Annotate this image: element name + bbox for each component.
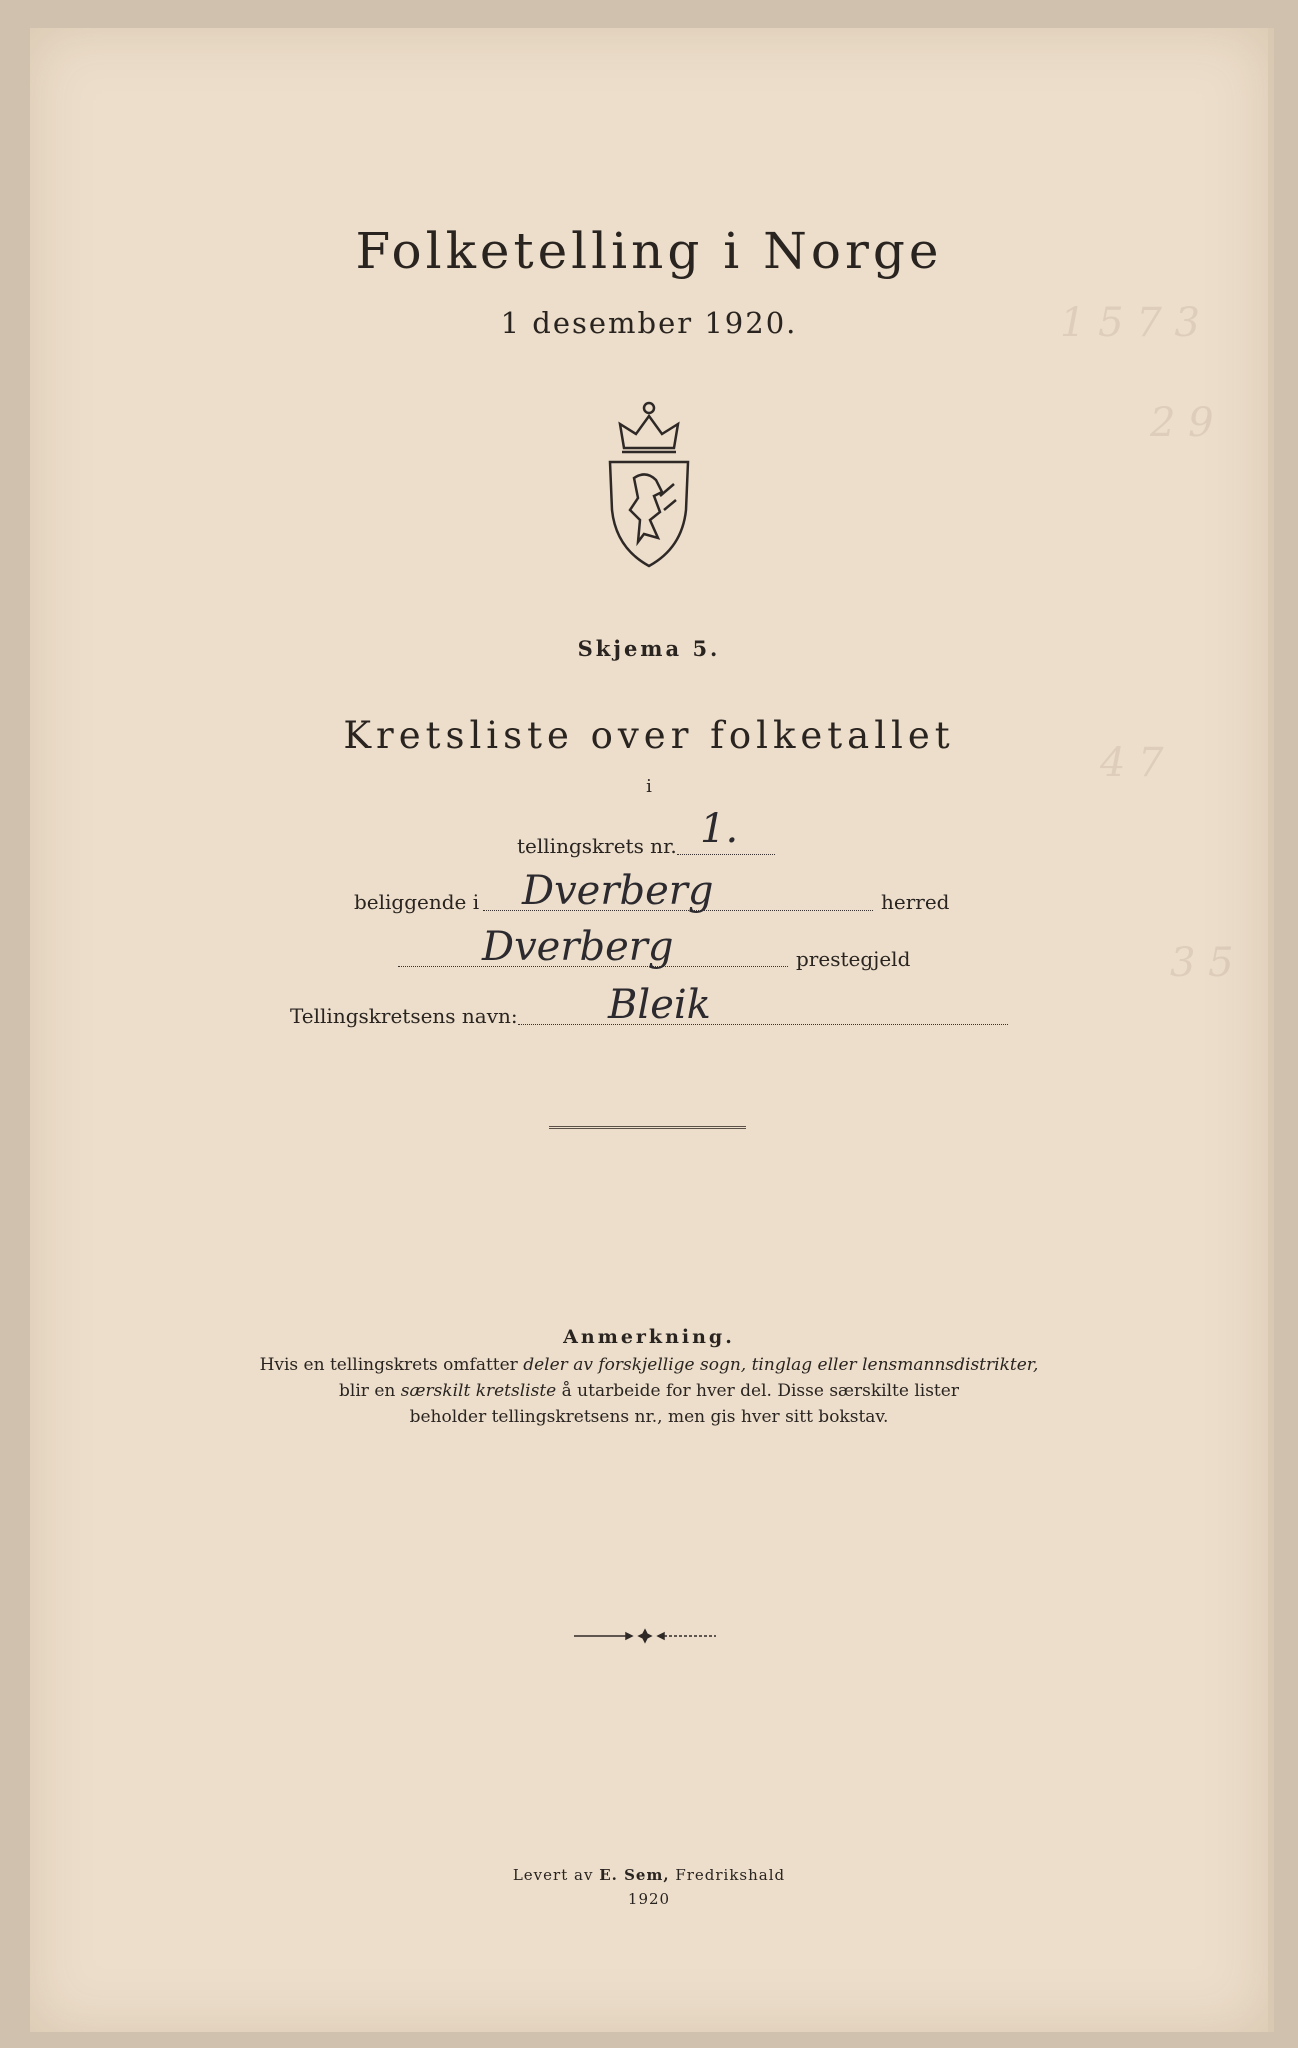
remark-line-2-plain: blir en	[339, 1381, 401, 1401]
tellingskrets-label: tellingskrets nr.	[517, 834, 677, 858]
bleed-through-marks: 2 9	[1150, 400, 1214, 446]
remark-line-1-plain: Hvis en tellingskrets omfatter	[259, 1355, 524, 1375]
kretsnavn-field-line	[518, 1024, 1008, 1025]
document-subtitle: Kretsliste over folketallet	[343, 714, 955, 757]
printer-prefix: Levert av	[512, 1866, 600, 1884]
document-title: Folketelling i Norge	[355, 222, 943, 280]
bleed-through-marks: 3 5	[1170, 940, 1234, 986]
herred-value: Dverberg	[522, 868, 714, 914]
printer-city: Fredrikshald	[669, 1866, 786, 1884]
printer-year: 1920	[627, 1890, 671, 1908]
kretsnavn-value: Bleik	[608, 982, 711, 1028]
prestegjeld-label: prestegjeld	[796, 947, 911, 971]
remark-line-2	[0, 1378, 1298, 1404]
remark-line-2-rest: å utarbeide for hver del. Disse særskilte lister	[556, 1381, 959, 1401]
census-date: 1 desember 1920.	[500, 306, 798, 340]
herred-label: herred	[881, 890, 950, 914]
norwegian-coat-of-arms-icon	[600, 400, 698, 570]
remark-text	[0, 1352, 1298, 1430]
remark-heading: Anmerkning.	[563, 1326, 735, 1348]
tellingskrets-value: 1.	[700, 806, 739, 852]
beliggende-label: beliggende i	[354, 890, 480, 914]
remark-line-3: beholder tellingskretsens nr., men gis hver sitt bokstav.	[409, 1407, 889, 1427]
ornament-divider-icon	[570, 1628, 720, 1644]
printer-name: E. Sem,	[599, 1866, 670, 1884]
prestegjeld-value: Dverberg	[482, 924, 674, 970]
kretsnavn-label: Tellingskretsens navn:	[290, 1004, 518, 1028]
schema-number: Skjema 5.	[577, 636, 721, 661]
printer-imprint	[0, 1863, 1298, 1911]
remark-line-2-italic: særskilt kretsliste	[400, 1381, 557, 1401]
section-divider	[549, 1126, 746, 1129]
printer-line	[0, 1863, 1298, 1887]
remark-line-1-italic: deler av forskjellige sogn, tinglag eller lensmannsdistrikter,	[523, 1355, 1039, 1375]
connector-word: i	[646, 776, 652, 797]
bleed-through-marks: 4 7	[1100, 740, 1164, 786]
bleed-through-marks: 1 5 7 3	[1060, 300, 1200, 346]
tellingskrets-field-line	[677, 854, 775, 855]
remark-line-1	[0, 1352, 1298, 1378]
